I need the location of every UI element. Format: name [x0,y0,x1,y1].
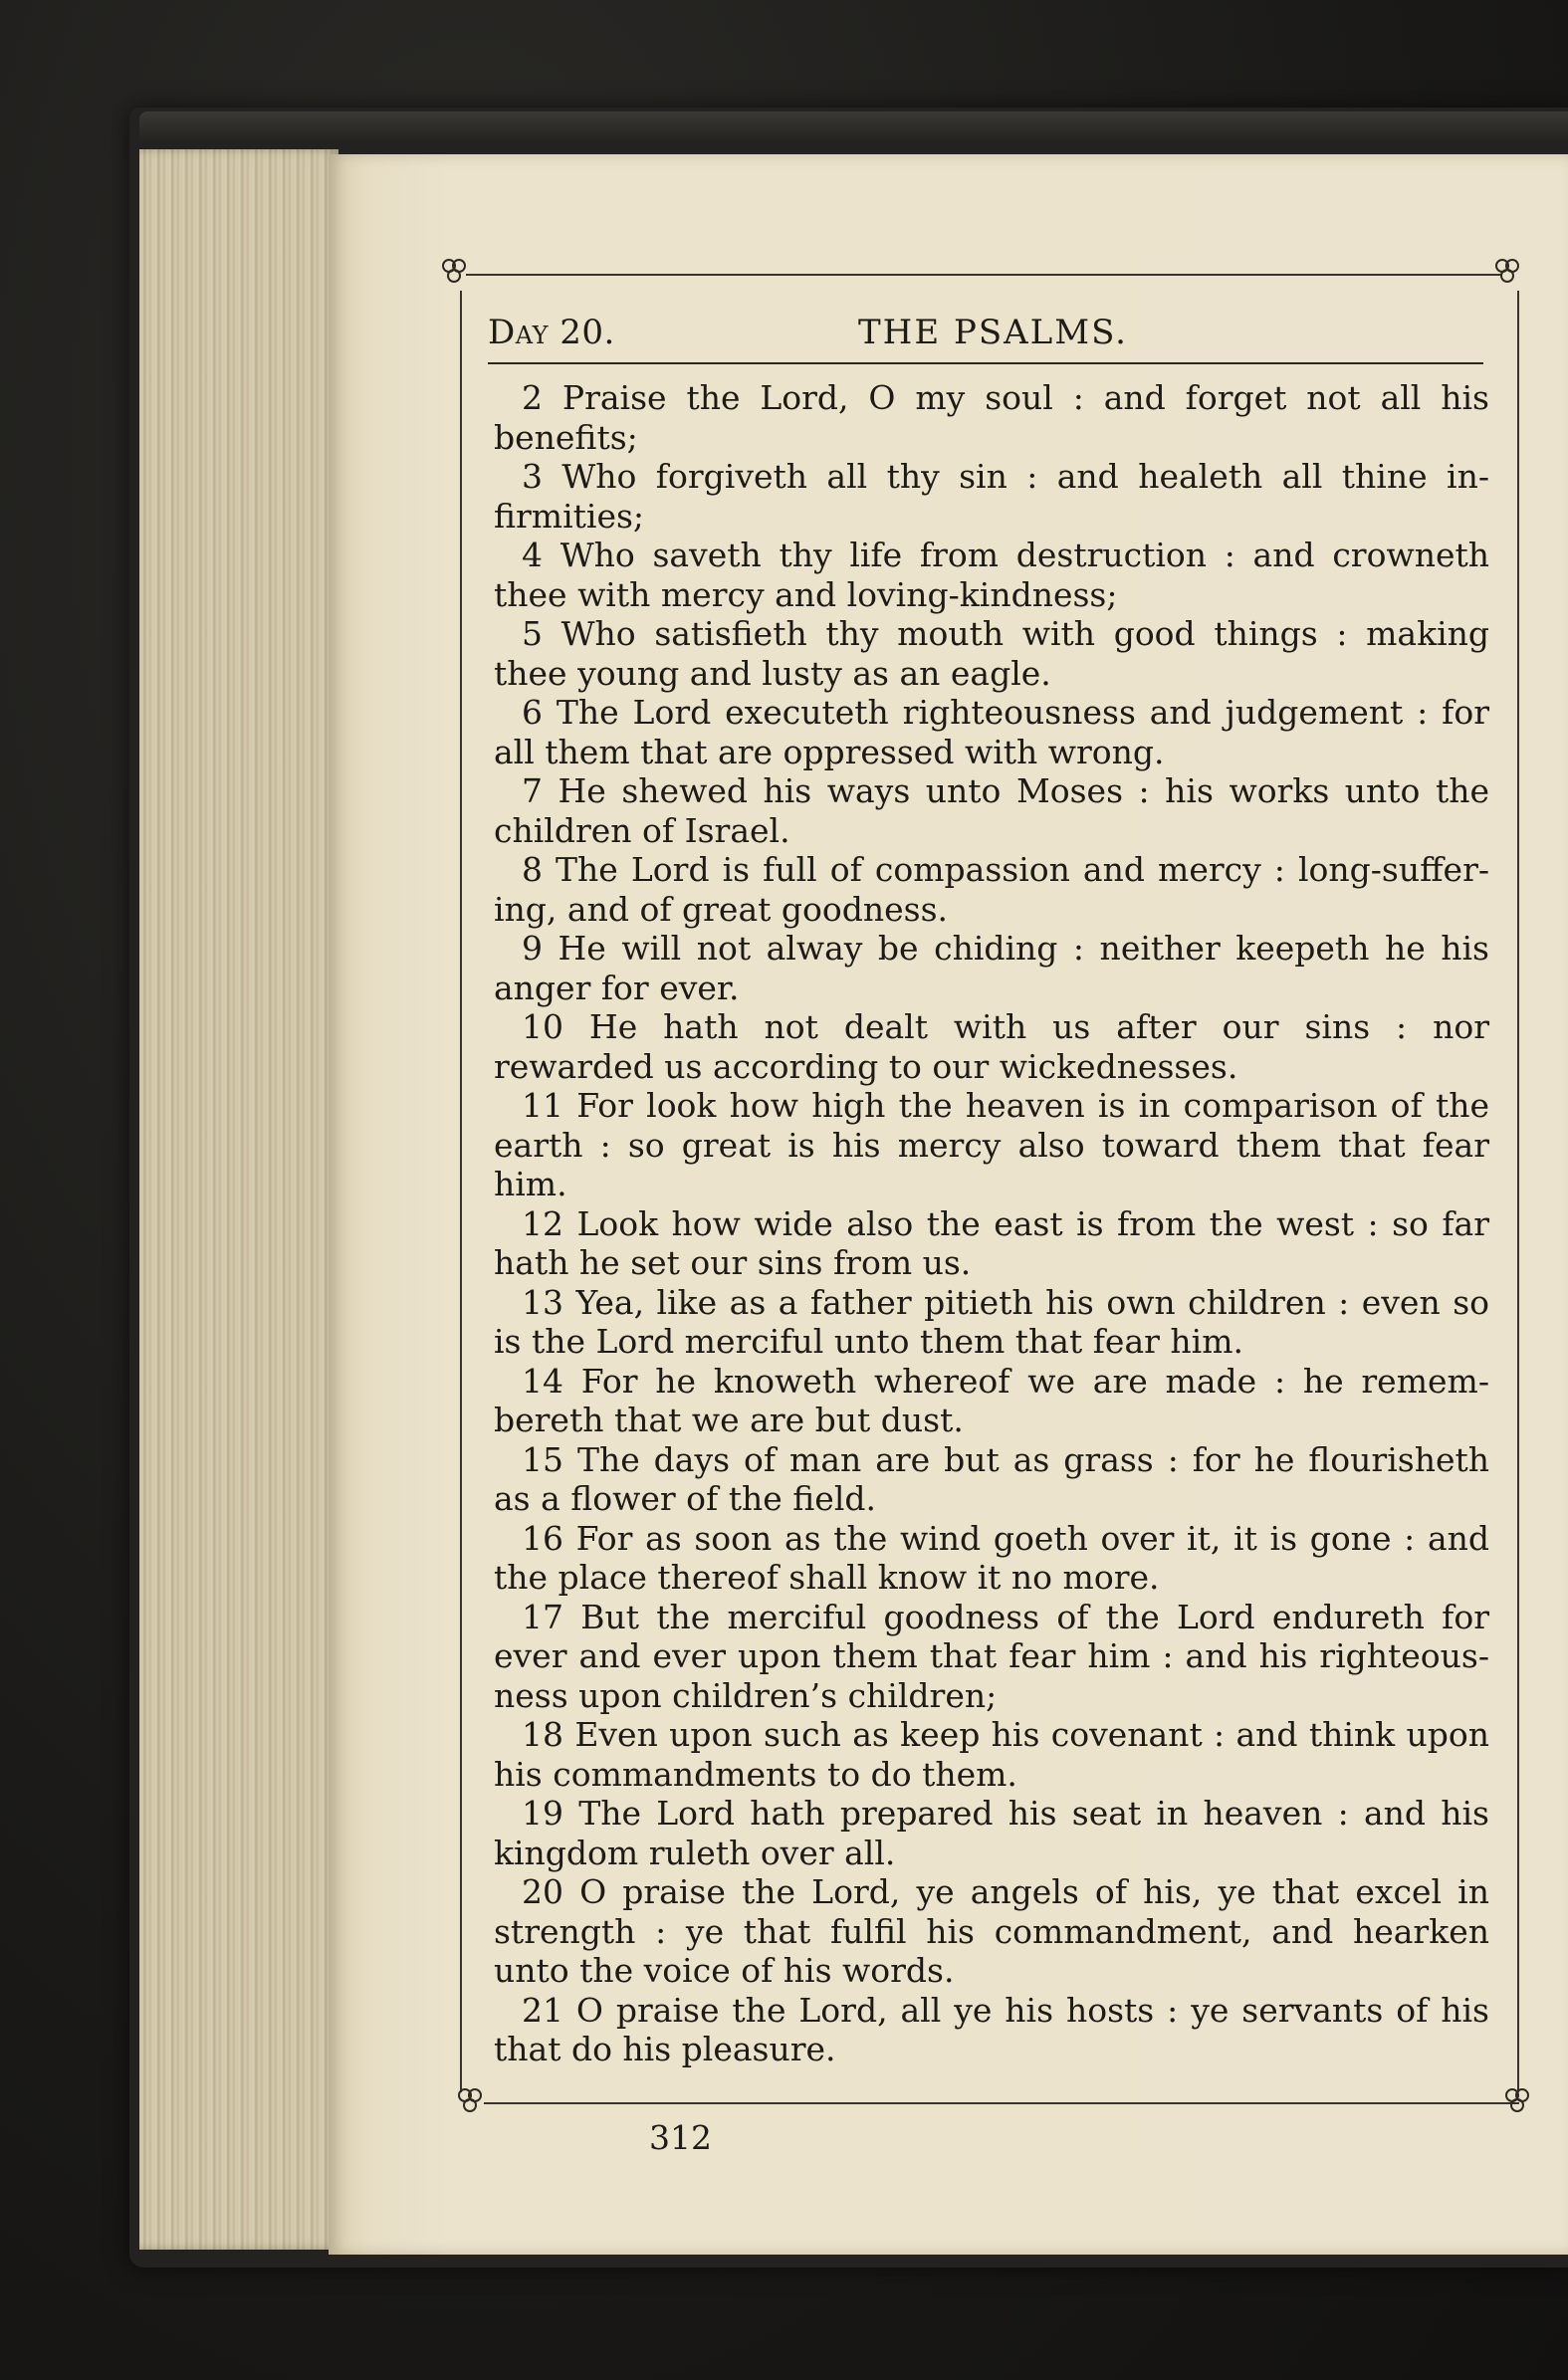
psalm-text [494,378,1489,2069]
verse: 21 O praise the Lord, all ye his hosts : ye servants of his that do his pleasure. [494,1990,1489,2068]
page-number: 312 [649,2118,712,2157]
verse: 4 Who saveth thy life from destruction : and crowneth thee with mercy and loving-kindness; [494,536,1489,614]
verse: 11 For look how high the heaven is in comparison of the earth : so great is his mercy also toward them that fear him. [494,1086,1489,1203]
verse: 20 O praise the Lord, ye angels of his, ye that excel in strength : ye that fulfil his commandment, and hearken unto the voice of his words. [494,1872,1489,1990]
verse: 6 The Lord executeth righteousness and judgement : for all them that are oppressed with wrong. [494,693,1489,771]
verse: 12 Look how wide also the east is from the west : so far hath he set our sins from us. [494,1203,1489,1282]
frame-bottom-rule [484,2102,1519,2104]
verse: 5 Who satisfieth thy mouth with good things : making thee young and lusty as an eagle. [494,614,1489,693]
day-label: Day 20. [488,313,615,352]
verse: 17 But the merciful goodness of the Lord endureth for ever and ever upon them that fear him : and his righteousness upon children’s children; [494,1597,1489,1715]
verse: 2 Praise the Lord, O my soul : and forget not all his benefits; [494,378,1489,457]
frame-right-rule [1517,291,1519,2092]
verse: 3 Who forgiveth all thy sin : and healeth all thine infirmities; [494,457,1489,536]
verse: 10 He hath not dealt with us after our sins : nor rewarded us according to our wickednesses. [494,1007,1489,1086]
header-rule [488,362,1483,364]
verse: 7 He shewed his ways unto Moses : his works unto the children of Israel. [494,771,1489,850]
book-spine-top [139,111,1568,141]
verse: 15 The days of man are but as grass : for he flourisheth as a flower of the field. [494,1439,1489,1518]
corner-ornament-icon [440,257,468,285]
verse: 19 The Lord hath prepared his seat in heaven : and his kingdom ruleth over all. [494,1794,1489,1872]
section-title: THE PSALMS. [858,313,1128,352]
verse: 14 For he knoweth whereof we are made : he remembereth that we are but dust. [494,1361,1489,1439]
page-edges [139,149,338,2250]
verse: 18 Even upon such as keep his covenant : and think upon his commandments to do them. [494,1715,1489,1794]
verse: 13 Yea, like as a father pitieth his own children : even so is the Lord merciful unto them that fear him. [494,1282,1489,1361]
verse: 16 For as soon as the wind goeth over it, it is gone : and the place thereof shall know it no more. [494,1518,1489,1597]
corner-ornament-icon [1503,2086,1531,2114]
frame-top-rule [466,274,1501,276]
frame-left-rule [460,291,462,2092]
verse: 8 The Lord is full of compassion and mercy : long-suffering, and of great goodness. [494,850,1489,929]
corner-ornament-icon [456,2086,484,2114]
verse: 9 He will not alway be chiding : neither keepeth he his anger for ever. [494,929,1489,1007]
corner-ornament-icon [1493,257,1521,285]
running-header [488,307,1503,356]
